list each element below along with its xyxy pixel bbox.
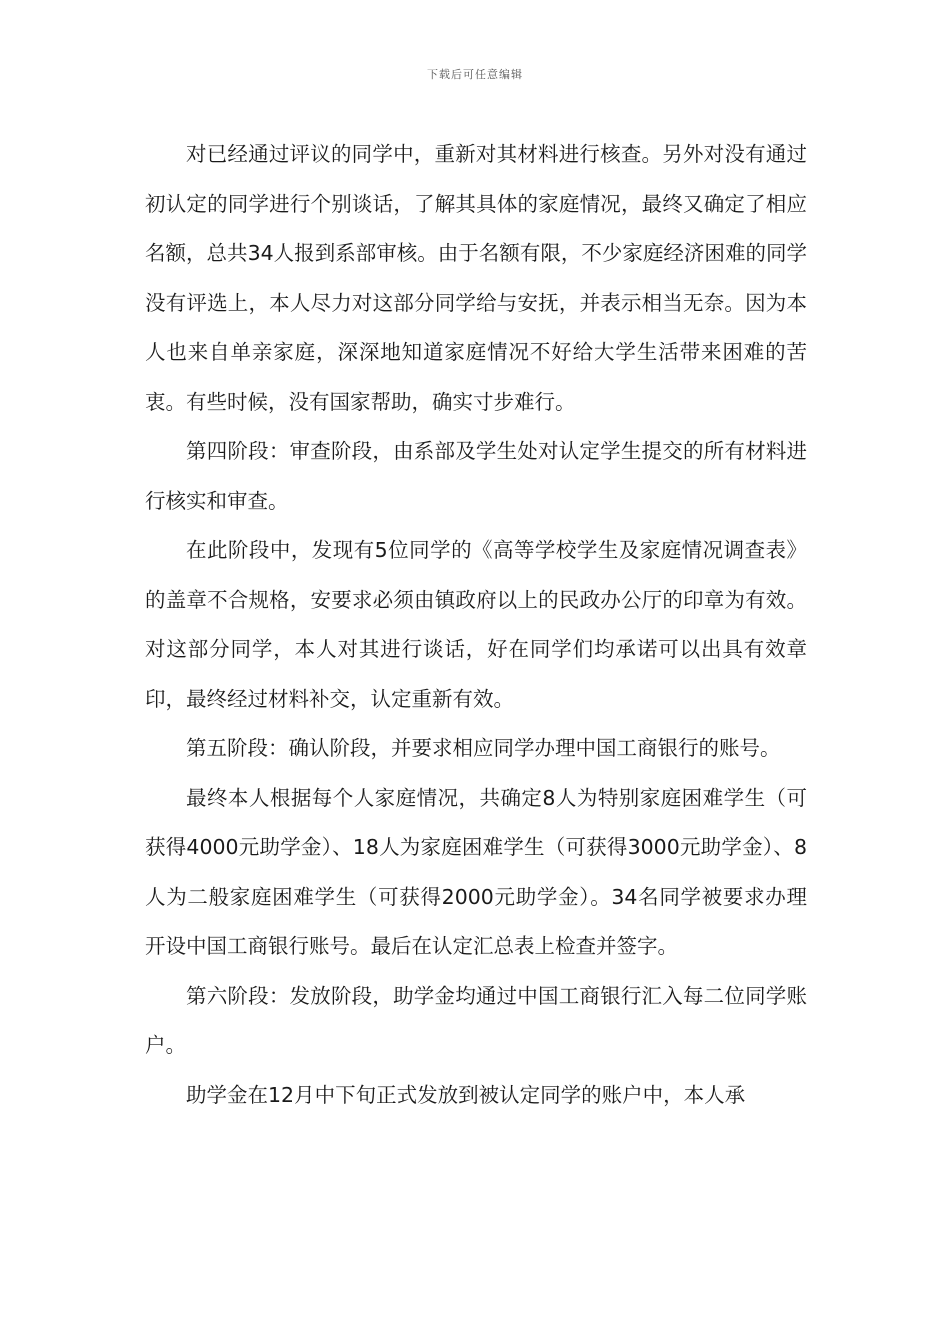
paragraph-6: 第六阶段：发放阶段，助学金均通过中国工商银行汇入每二位同学账户。 bbox=[145, 983, 807, 1057]
paragraph-2: 第四阶段：审查阶段，由系部及学生处对认定学生提交的所有材料进行核实和审查。 bbox=[145, 439, 807, 513]
paragraph-7: 助学金在12月中下旬正式发放到被认定同学的账户中，本人承 bbox=[186, 1082, 746, 1107]
paragraph-3: 在此阶段中，发现有5位同学的《高等学校学生及家庭情况调查表》的盖章不合规格，安要求必须由镇政府以上的民政办公厅的印章为有效。对这部分同学，本人对其进行谈话，好在同学们均承诺可以出具有效章印，最终经过材料补交，认定重新有效。 bbox=[145, 538, 807, 711]
page-header: 下载后可任意编辑 bbox=[427, 68, 523, 81]
paragraph-5: 最终本人根据每个人家庭情况，共确定8人为特别家庭困难学生（可获得4000元助学金）、18人为家庭困难学生（可获得3000元助学金）、8人为二般家庭困难学生（可获得2000元助学金）。34名同学被要求办理开设中国工商银行账号。最后在认定汇总表上检查并签字。 bbox=[145, 785, 807, 958]
paragraph-4: 第五阶段：确认阶段，并要求相应同学办理中国工商银行的账号。 bbox=[186, 736, 781, 760]
paragraph-1: 对已经通过评议的同学中，重新对其材料进行核查。另外对没有通过初认定的同学进行个别谈话，了解其具体的家庭情况，最终又确定了相应名额，总共34人报到系部审核。由于名额有限，不少家庭经济困难的同学没有评选上，本人尽力对这部分同学给与安抚，并表示相当无奈。因为本人也来自单亲家庭，深深地知道家庭情况不好给大学生活带来困难的苦衷。有些时候，没有国家帮助，确实寸步难行。 bbox=[145, 142, 807, 414]
document-body bbox=[145, 130, 807, 1120]
